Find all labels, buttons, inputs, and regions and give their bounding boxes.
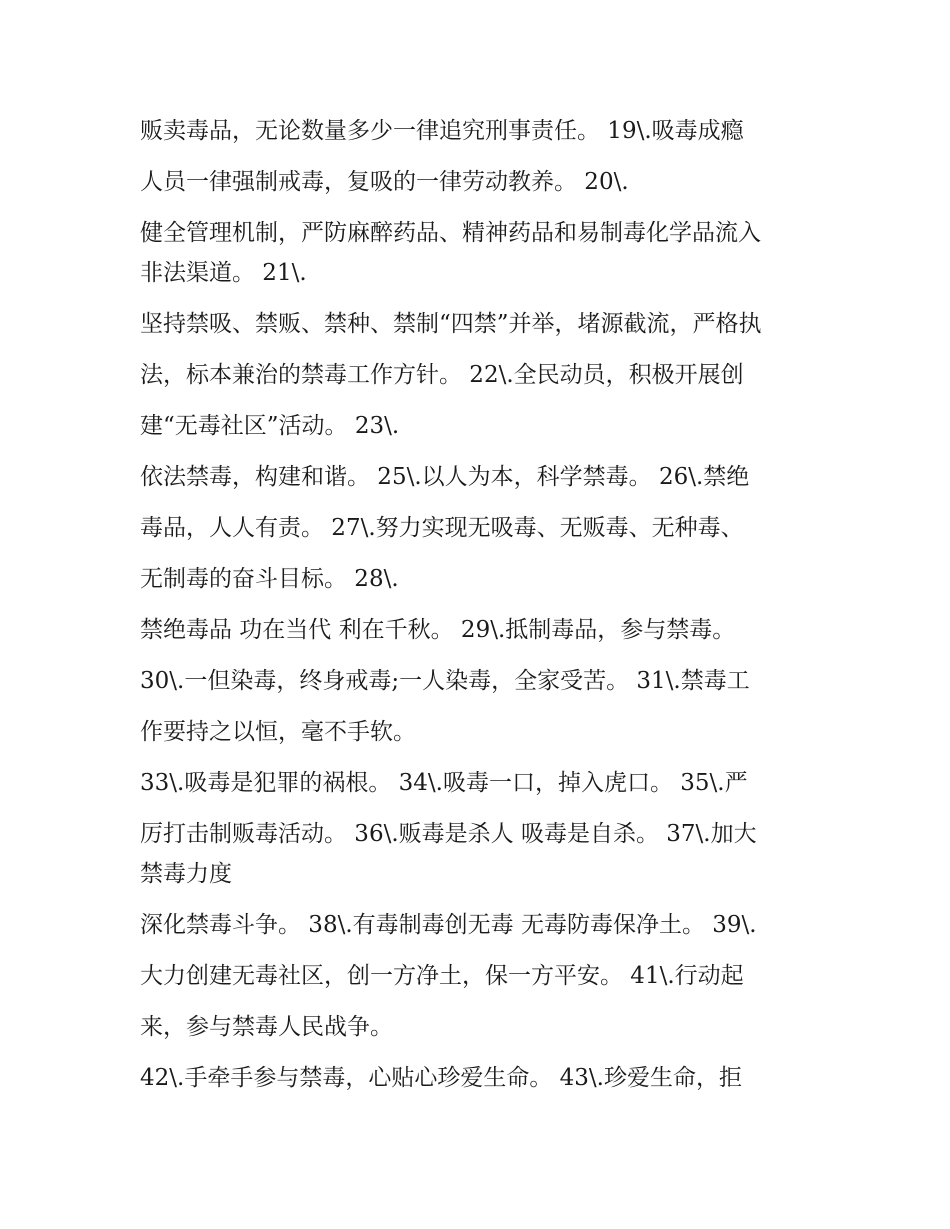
text-line: 33\.吸毒是犯罪的祸根。 34\.吸毒一口，掉入虎口。 35\.严 <box>140 770 748 796</box>
text-line: 法，标本兼治的禁毒工作方针。 22\.全民动员，积极开展创 <box>140 362 744 388</box>
text-line: 非法渠道。 21\. <box>140 260 307 286</box>
text-line: 禁绝毒品 功在当代 利在千秋。 29\.抵制毒品，参与禁毒。 <box>140 617 736 643</box>
text-line: 建“无毒社区”活动。 23\. <box>140 413 400 439</box>
text-line: 人员一律强制戒毒，复吸的一律劳动教养。 20\. <box>140 169 629 195</box>
document-body <box>140 112 830 1110</box>
text-line: 坚持禁吸、禁贩、禁种、禁制“四禁”并举，堵源截流，严格执 <box>140 311 762 337</box>
text-line: 大力创建无毒社区，创一方净土，保一方平安。 41\.行动起 <box>140 963 744 989</box>
text-line: 依法禁毒，构建和谐。 25\.以人为本，科学禁毒。 26\.禁绝 <box>140 464 750 490</box>
text-line: 作要持之以恒，毫不手软。 <box>140 719 416 745</box>
text-line: 42\.手牵手参与禁毒，心贴心珍爱生命。 43\.珍爱生命，拒 <box>140 1065 742 1091</box>
text-line: 贩卖毒品，无论数量多少一律追究刑事责任。 19\.吸毒成瘾 <box>140 118 744 144</box>
text-line: 健全管理机制，严防麻醉药品、精神药品和易制毒化学品流入 <box>140 220 761 246</box>
text-line: 深化禁毒斗争。 38\.有毒制毒创无毒 无毒防毒保净土。 39\. <box>140 912 757 938</box>
text-line: 无制毒的奋斗目标。 28\. <box>140 566 399 592</box>
text-line: 毒品，人人有责。 27\.努力实现无吸毒、无贩毒、无种毒、 <box>140 515 744 541</box>
text-line: 30\.一但染毒，终身戒毒;一人染毒，全家受苦。 31\.禁毒工 <box>140 668 750 694</box>
text-line: 厉打击制贩毒活动。 36\.贩毒是杀人 吸毒是自杀。 37\.加大 <box>140 821 757 847</box>
text-line: 来，参与禁毒人民战争。 <box>140 1014 393 1040</box>
text-line: 禁毒力度 <box>140 861 232 887</box>
